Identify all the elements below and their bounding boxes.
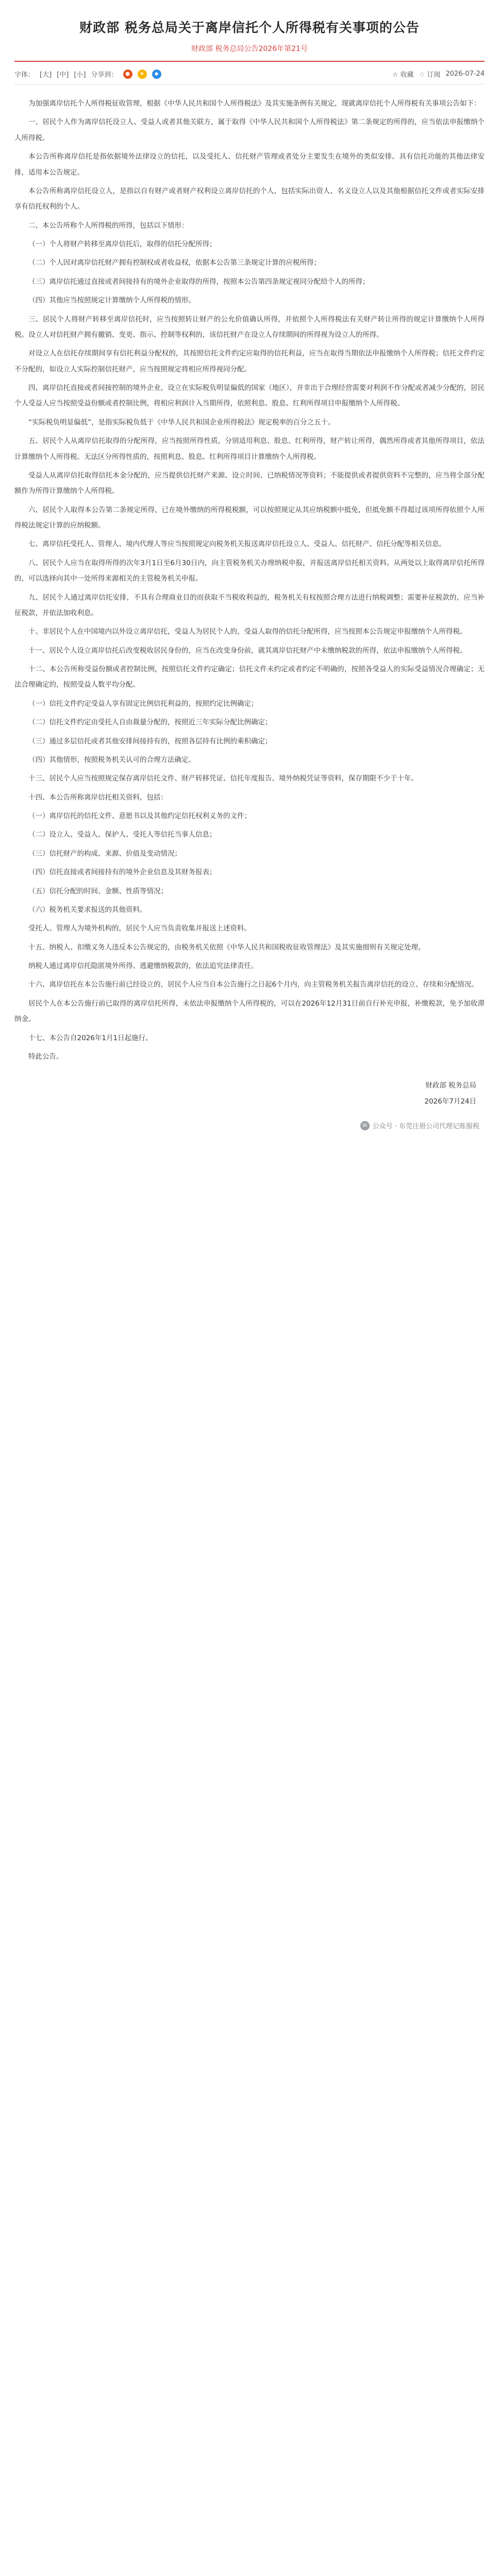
wechat-icon: ✉: [360, 1121, 370, 1130]
body-paragraph: 十五、纳税人、扣缴义务人违反本公告规定的，由税务机关依照《中华人民共和国税收征收管理法》及其实施细则有关规定处理。: [28, 943, 425, 952]
body-paragraph: （四）其他应当按照规定计算缴纳个人所得税的情形。: [28, 296, 195, 305]
body-paragraph: （四）其他情形，按照税务机关认可的合理方法确定。: [28, 755, 195, 764]
body-paragraph: 八、居民个人应当在取得所得的次年3月1日至6月30日内，向主管税务机关办理纳税申报，并报送离岸信托相关资料。从两处以上取得离岸信托所得的，可以选择向其中一处所得来源相关的主管税务机关申报。: [14, 558, 485, 583]
body-paragraph: （三）通过多层信托或者其他安排间接持有的，按照各层持有比例的乘积确定；: [28, 737, 272, 745]
body-paragraph: 本公告所称离岸信托设立人，是指以自有财产或者财产权利设立离岸信托的个人，包括实际出资人、名义设立人以及其他根据信托文件或者实际安排享有信托权利的个人。: [14, 187, 485, 211]
toolbar-right: [392, 69, 485, 79]
signature-org: 财政部 税务总局: [425, 1081, 476, 1090]
page-title: 财政部 税务总局关于离岸信托个人所得税有关事项的公告: [79, 20, 420, 35]
body-paragraph: 本公告所称离岸信托是指依据境外法律设立的信托，以及受托人、信托财产管理或者处分主要发生在境外的类似安排。具有信托功能的其他法律安排，适用本公告规定。: [14, 152, 485, 177]
article-body: [14, 96, 485, 1064]
body-paragraph: 纳税人通过离岸信托隐匿境外所得、逃避缴纳税款的，依法追究法律责任。: [28, 962, 258, 970]
body-paragraph: （三）离岸信托通过直接或者间接持有的境外企业取得的所得，按照本公告第四条规定视同分配给个人的所得；: [28, 277, 370, 286]
signature-block: [14, 1078, 485, 1109]
body-paragraph: 受益人从离岸信托取得信托本金分配的，应当提供信托财产来源、设立时间、已纳税情况等资料；不能提供或者提供资料不完整的，应当将全部分配额作为所得计算缴纳个人所得税。: [14, 471, 485, 496]
body-paragraph: 一、居民个人作为离岸信托设立人、受益人或者其他关联方，属于取得《中华人民共和国个人所得税法》第二条规定的所得的，应当依法申报缴纳个人所得税。: [14, 118, 485, 142]
body-paragraph: 九、居民个人通过离岸信托安排，不具有合理商业目的而获取不当税收利益的，税务机关有权按照合理方法进行纳税调整；需要补征税款的，应当补征税款，并依法加收利息。: [14, 593, 485, 617]
body-paragraph: 对设立人在信托存续期间享有信托利益分配权的，其按照信托文件约定应取得的信托利益，应当在取得当期依法申报缴纳个人所得税；信托文件约定不分配的，如设立人实际控制信托财产，应当按照规定将相应所得视同分配。: [14, 349, 485, 374]
body-paragraph: 十一、居民个人设立离岸信托后改变税收居民身份的，应当在改变身份前，就其离岸信托财产中未缴纳税款的所得，依法申报缴纳个人所得税。: [28, 646, 467, 655]
share-wechat-icon[interactable]: ◆: [152, 70, 161, 79]
font-medium-button[interactable]: [中]: [57, 71, 69, 79]
body-paragraph: 十六、离岸信托在本公告施行前已经设立的，居民个人应当自本公告施行之日起6个月内，向主管税务机关报告离岸信托的设立、存续和分配情况。: [28, 980, 478, 989]
bell-icon: ♢: [419, 71, 425, 79]
subscribe-button[interactable]: [419, 69, 441, 79]
body-paragraph: 二、本公告所称个人所得税的所得，包括以下情形：: [28, 221, 189, 230]
body-paragraph: 十七、本公告自2026年1月1日起施行。: [28, 1033, 153, 1042]
body-paragraph: 特此公告。: [28, 1052, 63, 1061]
body-paragraph: 七、离岸信托受托人、管理人、境内代理人等应当按照规定向税务机关报送离岸信托设立人、受益人、信托财产、信托分配等相关信息。: [28, 540, 446, 549]
body-paragraph: （一）信托文件约定受益人享有固定比例信托利益的，按照约定比例确定；: [28, 699, 258, 708]
font-size-label: 字体：: [14, 71, 35, 79]
star-icon: ☆: [392, 71, 398, 79]
article-toolbar: [14, 69, 485, 79]
body-paragraph: （一）个人将财产转移至离岸信托后，取得的信托分配所得；: [28, 240, 217, 248]
body-paragraph: （三）信托财产的构成、来源、价值及变动情况；: [28, 849, 181, 858]
watermark-text: 公众号 · 东莞注册公司代理记账服税: [372, 1123, 479, 1130]
favorite-label: 收藏: [400, 71, 414, 79]
share-weibo-icon[interactable]: ●: [123, 70, 132, 79]
title-divider: [14, 61, 485, 62]
body-paragraph: （二）信托文件约定由受托人自由裁量分配的，按照近三年实际分配比例确定；: [28, 718, 272, 727]
body-paragraph: 三、居民个人将财产转移至离岸信托时，应当按照转让财产的公允价值确认所得，并依照个人所得税法有关财产转让所得的规定计算缴纳个人所得税。设立人对信托财产拥有撤销、变更、指示、控制等权利的，该信托财产在设立人存续期间的所得视为设立人的所得。: [14, 315, 485, 339]
body-paragraph: 十四、本公告所称离岸信托相关资料，包括：: [28, 793, 168, 802]
publish-date: 2026-07-24: [445, 70, 485, 78]
body-paragraph: （四）信托直接或者间接持有的境外企业信息及其财务报表；: [28, 868, 217, 877]
favorite-button[interactable]: [392, 69, 414, 79]
body-paragraph: 十、非居民个人在中国境内以外设立离岸信托，受益人为居民个人的，受益人取得的信托分配所得，应当按照本公告规定申报缴纳个人所得税。: [28, 628, 467, 636]
doc-number: 财政部 税务总局公告2026年第21号: [191, 45, 308, 53]
body-paragraph: 五、居民个人从离岸信托取得的分配所得，应当按照所得性质，分别适用利息、股息、红利所得，财产转让所得，偶然所得或者其他所得项目，依法计算缴纳个人所得税。无法区分所得性质的，按照利息、股息、红利所得项目计算缴纳个人所得税。: [14, 437, 485, 461]
body-paragraph: （二）设立人、受益人、保护人、受托人等信托当事人信息；: [28, 831, 217, 839]
body-paragraph: 六、居民个人取得本公告第二条规定所得，已在境外缴纳的所得税税额，可以按照规定从其应纳税额中抵免，但抵免额不得超过该项所得依照个人所得税法规定计算的应纳税额。: [14, 505, 485, 530]
signature-date: 2026年7月24日: [424, 1097, 476, 1106]
toolbar-left: [14, 69, 161, 79]
subscribe-label: 订阅: [427, 71, 441, 79]
share-label: 分享到：: [91, 71, 118, 79]
body-paragraph: （五）信托分配的时间、金额、性质等情况；: [28, 887, 168, 895]
wechat-watermark: [14, 1121, 485, 1130]
body-paragraph: 为加强离岸信托个人所得税征收管理，根据《中华人民共和国个人所得税法》及其实施条例有关规定，现就离岸信托个人所得税有关事项公告如下：: [28, 99, 481, 108]
article-page: [0, 0, 499, 1151]
body-paragraph: 居民个人在本公告施行前已取得的离岸信托所得，未依法申报缴纳个人所得税的，可以在2026年12月31日前自行补充申报，补缴税款，免予加收滞纳金。: [14, 999, 485, 1024]
font-large-button[interactable]: [大]: [40, 71, 52, 79]
body-paragraph: “实际税负明显偏低”，是指实际税负低于《中华人民共和国企业所得税法》规定税率的百分之五十。: [28, 418, 335, 427]
body-paragraph: （一）离岸信托的信托文件、意愿书以及其他约定信托权利义务的文件；: [28, 812, 251, 820]
body-paragraph: 十二、本公告所称受益份额或者控制比例，按照信托文件约定确定；信托文件未约定或者约定不明确的，按照各受益人的实际受益情况合理确定；无法合理确定的，按照受益人数平均分配。: [14, 665, 485, 689]
body-paragraph: （六）税务机关要求报送的其他资料。: [28, 905, 147, 914]
font-small-button[interactable]: [小]: [74, 71, 86, 79]
body-paragraph: 受托人、管理人为境外机构的，居民个人应当负责收集并报送上述资料。: [28, 924, 251, 933]
body-paragraph: 四、离岸信托直接或者间接控制的境外企业，设立在实际税负明显偏低的国家（地区），并非出于合理经营需要对利润不作分配或者减少分配的，居民个人受益人应当按照受益份额或者控制比例，将相应利润计入当期所得，依照利息、股息、红利所得项目申报缴纳个人所得税。: [14, 384, 485, 408]
body-paragraph: 十三、居民个人应当按照规定保存离岸信托文件、财产转移凭证、信托年度报告、境外纳税凭证等资料，保存期限不少于十年。: [28, 774, 418, 783]
body-paragraph: （二）个人因对离岸信托财产拥有控制权或者收益权，依据本公告第三条规定计算的应税所得；: [28, 259, 321, 267]
share-qzone-icon[interactable]: ★: [138, 70, 147, 79]
